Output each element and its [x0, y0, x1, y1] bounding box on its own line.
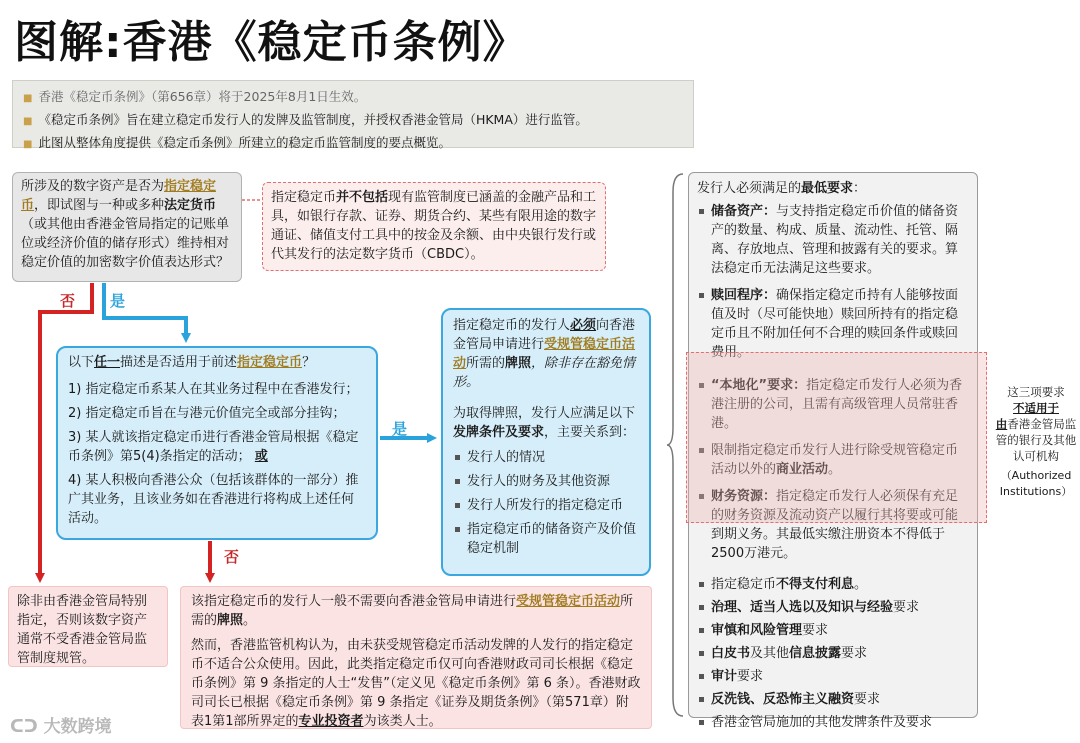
requirement-text: 要求 — [841, 646, 868, 661]
special-designation-box: 除非由香港金管局特别指定，否则该数字资产通常不受香港金管局监管制度规管。 — [8, 586, 168, 667]
keyword: 受规管稳定币活动 — [516, 594, 621, 609]
requirement-item — [697, 621, 969, 640]
label-yes: 是 — [392, 420, 408, 438]
requirement-text: 要求 — [893, 600, 920, 615]
keyword: 审慎和风险管理 — [711, 623, 803, 638]
criteria-text: 以下 — [68, 355, 95, 370]
license-text: 指定稳定币的发行人 — [453, 318, 571, 333]
no-license-para — [191, 592, 641, 630]
watermark-text: 大数跨境 — [43, 717, 112, 737]
no-license-box — [180, 586, 652, 729]
keyword: 任一 — [94, 355, 121, 370]
requirement-text: 要求 — [854, 692, 881, 707]
keyword-or: 或 — [254, 449, 268, 464]
keyword: 必须 — [570, 318, 597, 333]
requirement-text: 指定稳定币发行人必须保有充足的财务资源及流动资产以履行其将要或可能到期义务。其最低实缴注册资本不得低于2500万港元。 — [711, 489, 959, 561]
keyword: 审计 — [711, 669, 738, 684]
keyword: 信息披露 — [789, 646, 842, 661]
note-text: （Authorized Institutions） — [999, 469, 1073, 498]
criteria-item — [68, 428, 366, 466]
label-no: 否 — [224, 548, 240, 566]
requirement-text: 与支持指定稳定币价值的储备资产的数量、构成、质量、流动性、托管、隔离、存放地点、管理和披露有关的要求。算法稳定币无法满足这些要求。 — [711, 204, 959, 276]
keyword: 赎回程序： — [711, 288, 777, 303]
intro-text: 香港《稳定币条例》（第656章）将于2025年8月1日生效。 — [38, 89, 367, 104]
requirement-text: 及其他 — [750, 646, 790, 661]
no-license-text: 然而，香港监管机构认为，由未获受规管稳定币活动发牌的人发行的指定稳定币不适合公众使用。因此，此类指定稳定币仅可向香港财政司司长根据《稳定币条例》第 9 条指定的人士“发售”（定义见《稳定币条例》第 6 条）。香港财政司司长已根据《稳定币条例》第 9 条指定《证券及期货条例》（第571章）附表1第1部所界定的 — [191, 638, 641, 729]
requirement-text: 。 — [828, 462, 842, 477]
intro-text: 《稳定币条例》旨在建立稳定币发行人的发牌及监管制度，并授权香港金管局（HKMA）进行监管。 — [38, 112, 588, 127]
keyword: 商业活动 — [776, 462, 829, 477]
requirement-item — [697, 690, 969, 709]
note-body — [994, 416, 1078, 464]
note-text: 这三项要求 — [1007, 385, 1065, 399]
no-license-para — [191, 636, 641, 731]
license-text: 所需的 — [466, 356, 506, 371]
license-text: 向香港金管局申请进行 — [453, 318, 636, 352]
question-text: ，即试图与一种或多种 — [34, 198, 165, 213]
keyword: 财务资源： — [711, 489, 777, 504]
keyword: 不适用于 — [1013, 401, 1059, 415]
keyword: 受规管稳定币活动 — [453, 337, 636, 371]
brace-icon — [667, 172, 685, 718]
keyword: 由 — [995, 417, 1008, 431]
requirements-text: ： — [853, 181, 867, 196]
no-license-text: 。 — [243, 613, 257, 628]
no-license-text: 所需的 — [191, 594, 634, 628]
question-text: 所涉及的数字资产是否为 — [21, 179, 165, 194]
keyword: 指定稳定币 — [237, 355, 303, 370]
keyword: 牌照 — [505, 356, 532, 371]
license-item: 发行人的财务及其他资源 — [453, 472, 639, 491]
intro-text: 此图从整体角度提供《稳定币条例》所建立的稳定币监管制度的要点概览。 — [38, 135, 451, 150]
keyword: 专业投资者 — [298, 714, 364, 729]
criteria-item: 1) 指定稳定币系某人在其业务过程中在香港发行； — [68, 382, 359, 397]
requirement-text: 指定稳定币发行人必须为香港注册的公司，且需有高级管理人员常驻香港。 — [711, 378, 963, 431]
criteria-text: ？ — [302, 355, 316, 370]
label-no: 否 — [60, 292, 76, 310]
exclusion-text: 指定稳定币 — [271, 190, 337, 205]
exclusion-text: 现有监管制度已涵盖的金融产品和工具，如银行存款、证券、期货合约、某些有限用途的数字通证、储值支付工具中的按金及余额、由中央银行发行或代其发行的法定数字货币（CBDC）。 — [271, 190, 597, 262]
requirement-text: 限制指定稳定币发行人进行除受规管稳定币活动以外的 — [711, 443, 959, 477]
requirement-item — [697, 202, 969, 278]
question-box — [12, 172, 242, 282]
page-title: 图解:香港《稳定币条例》 — [14, 17, 528, 68]
keyword: 并不包括 — [336, 190, 389, 205]
license-text: ，除非存在豁免情形。 — [453, 356, 636, 390]
keyword: 反洗钱、反恐怖主义融资 — [711, 692, 855, 707]
exemption-note — [994, 384, 1078, 500]
license-item: 发行人所发行的指定稳定币 — [453, 496, 639, 515]
requirement-item — [697, 713, 969, 732]
keyword: 储备资产： — [711, 204, 777, 219]
requirement-item — [697, 575, 969, 594]
criteria-item: 2) 指定稳定币旨在与港元价值完全或部分挂钩； — [68, 406, 346, 421]
keyword: 白皮书 — [711, 646, 751, 661]
keyword: 发牌条件及要求 — [453, 425, 545, 440]
license-item: 指定稳定币的储备资产及价值稳定机制 — [453, 520, 639, 558]
watermark — [10, 712, 112, 737]
exemption-highlight — [686, 352, 987, 523]
license-intro — [453, 316, 639, 392]
requirements-text: 发行人必须满足的 — [697, 181, 802, 196]
criteria-list — [68, 380, 366, 528]
no-license-text: 该指定稳定币的发行人一般不需要向香港金管局申请进行 — [191, 594, 517, 609]
bullet-icon: ■ — [23, 93, 33, 104]
license-item: 发行人的情况 — [453, 448, 639, 467]
exclusion-box — [262, 182, 606, 271]
criteria-item-text: 3) 某人就该指定稳定币进行香港金管局根据《稳定币条例》第5(4)条指定的活动； — [68, 430, 359, 464]
criteria-heading — [68, 353, 366, 372]
requirement-text: 指定稳定币 — [711, 577, 777, 592]
no-license-text: 为该类人士。 — [363, 714, 442, 729]
keyword: 指定稳定币 — [21, 179, 217, 213]
note-text: 香港金管局监管的银行及其他认可机构 — [995, 417, 1077, 463]
requirement-text: 香港金管局施加的其他发牌条件及要求 — [711, 715, 933, 730]
keyword: 法定货币 — [164, 198, 217, 213]
keyword: “本地化”要求： — [711, 378, 807, 393]
license-conditions — [453, 404, 639, 442]
label-yes: 是 — [110, 292, 126, 310]
requirement-item — [697, 598, 969, 617]
requirement-item — [697, 286, 969, 362]
criteria-box — [56, 346, 378, 540]
requirement-item — [697, 667, 969, 686]
bullet-icon: ■ — [23, 139, 33, 150]
requirement-text: 要求 — [737, 669, 764, 684]
criteria-item: 4) 某人积极向香港公众（包括该群体的一部分）推广其业务，且该业务如在香港进行将构成上述任何活动。 — [68, 473, 359, 526]
requirement-text: 要求 — [802, 623, 829, 638]
license-box — [441, 308, 651, 576]
requirement-text: 确保指定稳定币持有人能够按面值及时（尽可能快地）赎回所持有的指定稳定币且不附加任何不合理的赎回条件或赎回费用。 — [711, 288, 959, 360]
keyword: 最低要求 — [801, 181, 854, 196]
watermark-logo-icon: ᑕᑐ — [10, 717, 44, 737]
license-text: 为取得牌照，发行人应满足以下 — [453, 406, 636, 421]
requirement-item — [697, 644, 969, 663]
requirements-heading — [697, 179, 969, 198]
keyword: 治理、适当人选以及知识与经验 — [711, 600, 894, 615]
keyword: 不得支付利息 — [776, 577, 855, 592]
license-text: ，主要关系到： — [544, 425, 636, 440]
question-text: （或其他由香港金管局指定的记账单位或经济价值的储存形式）维持相对稳定价值的加密数字价值表达形式？ — [21, 217, 230, 270]
bullet-icon: ■ — [23, 116, 33, 127]
requirement-text: 。 — [854, 577, 868, 592]
keyword: 牌照 — [217, 613, 244, 628]
criteria-text: 描述是否适用于前述 — [120, 355, 238, 370]
license-list — [453, 448, 639, 558]
